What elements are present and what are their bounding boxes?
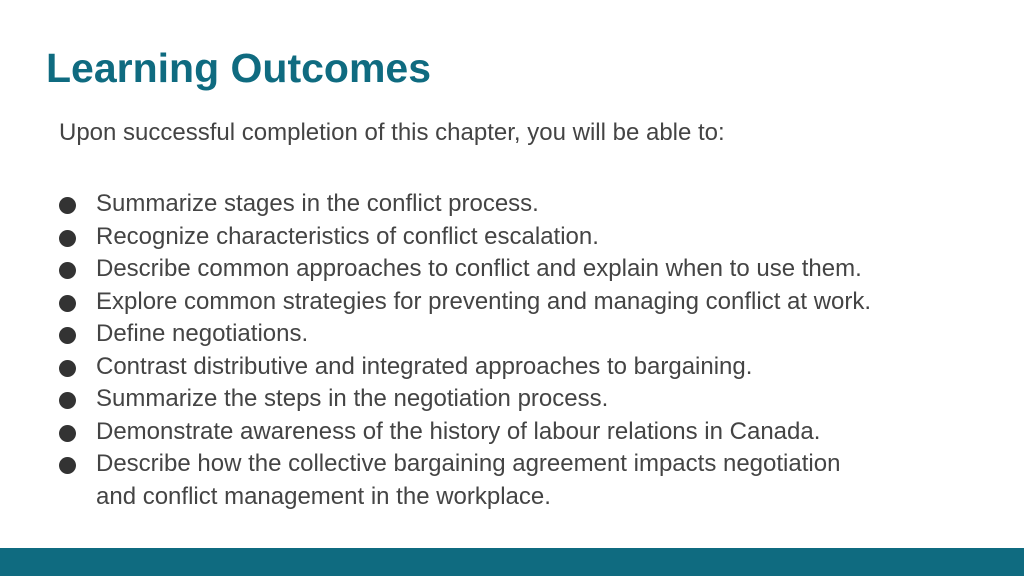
outcome-text: Describe how the collective bargaining agreement impacts negotiation and conflict management in the workplace. [96,450,841,510]
outcome-text: Contrast distributive and integrated approaches to bargaining. [96,352,753,380]
bullet-icon [59,221,96,254]
bullet-icon [59,383,96,416]
learning-outcomes-list [59,188,989,513]
outcome-text: Recognize characteristics of conflict escalation. [96,222,599,250]
list-item [59,318,989,351]
list-item [59,221,989,254]
bullet-icon [59,188,96,221]
list-item [59,286,989,319]
outcome-text: Summarize the steps in the negotiation process. [96,385,609,412]
list-item [59,253,989,286]
slide-title: Learning Outcomes [46,45,432,91]
outcome-text: Define negotiations. [96,320,309,347]
list-item [59,188,989,221]
bullet-icon [59,448,96,481]
outcome-text: Explore common strategies for preventing and managing conflict at work. [96,287,872,315]
list-item [59,416,989,449]
list-item [59,351,989,384]
intro-text: Upon successful completion of this chapter, you will be able to: [59,119,725,146]
bullet-icon [59,318,96,351]
bullet-icon [59,351,96,384]
bullet-icon [59,286,96,319]
bullet-icon [59,416,96,449]
list-item [59,448,989,513]
outcome-text: Summarize stages in the conflict process. [96,190,539,217]
bottom-accent-bar [0,548,1024,576]
outcome-text: Demonstrate awareness of the history of labour relations in Canada. [96,417,821,445]
list-item [59,383,989,416]
outcome-text: Describe common approaches to conflict and explain when to use them. [96,255,862,282]
bullet-icon [59,253,96,286]
